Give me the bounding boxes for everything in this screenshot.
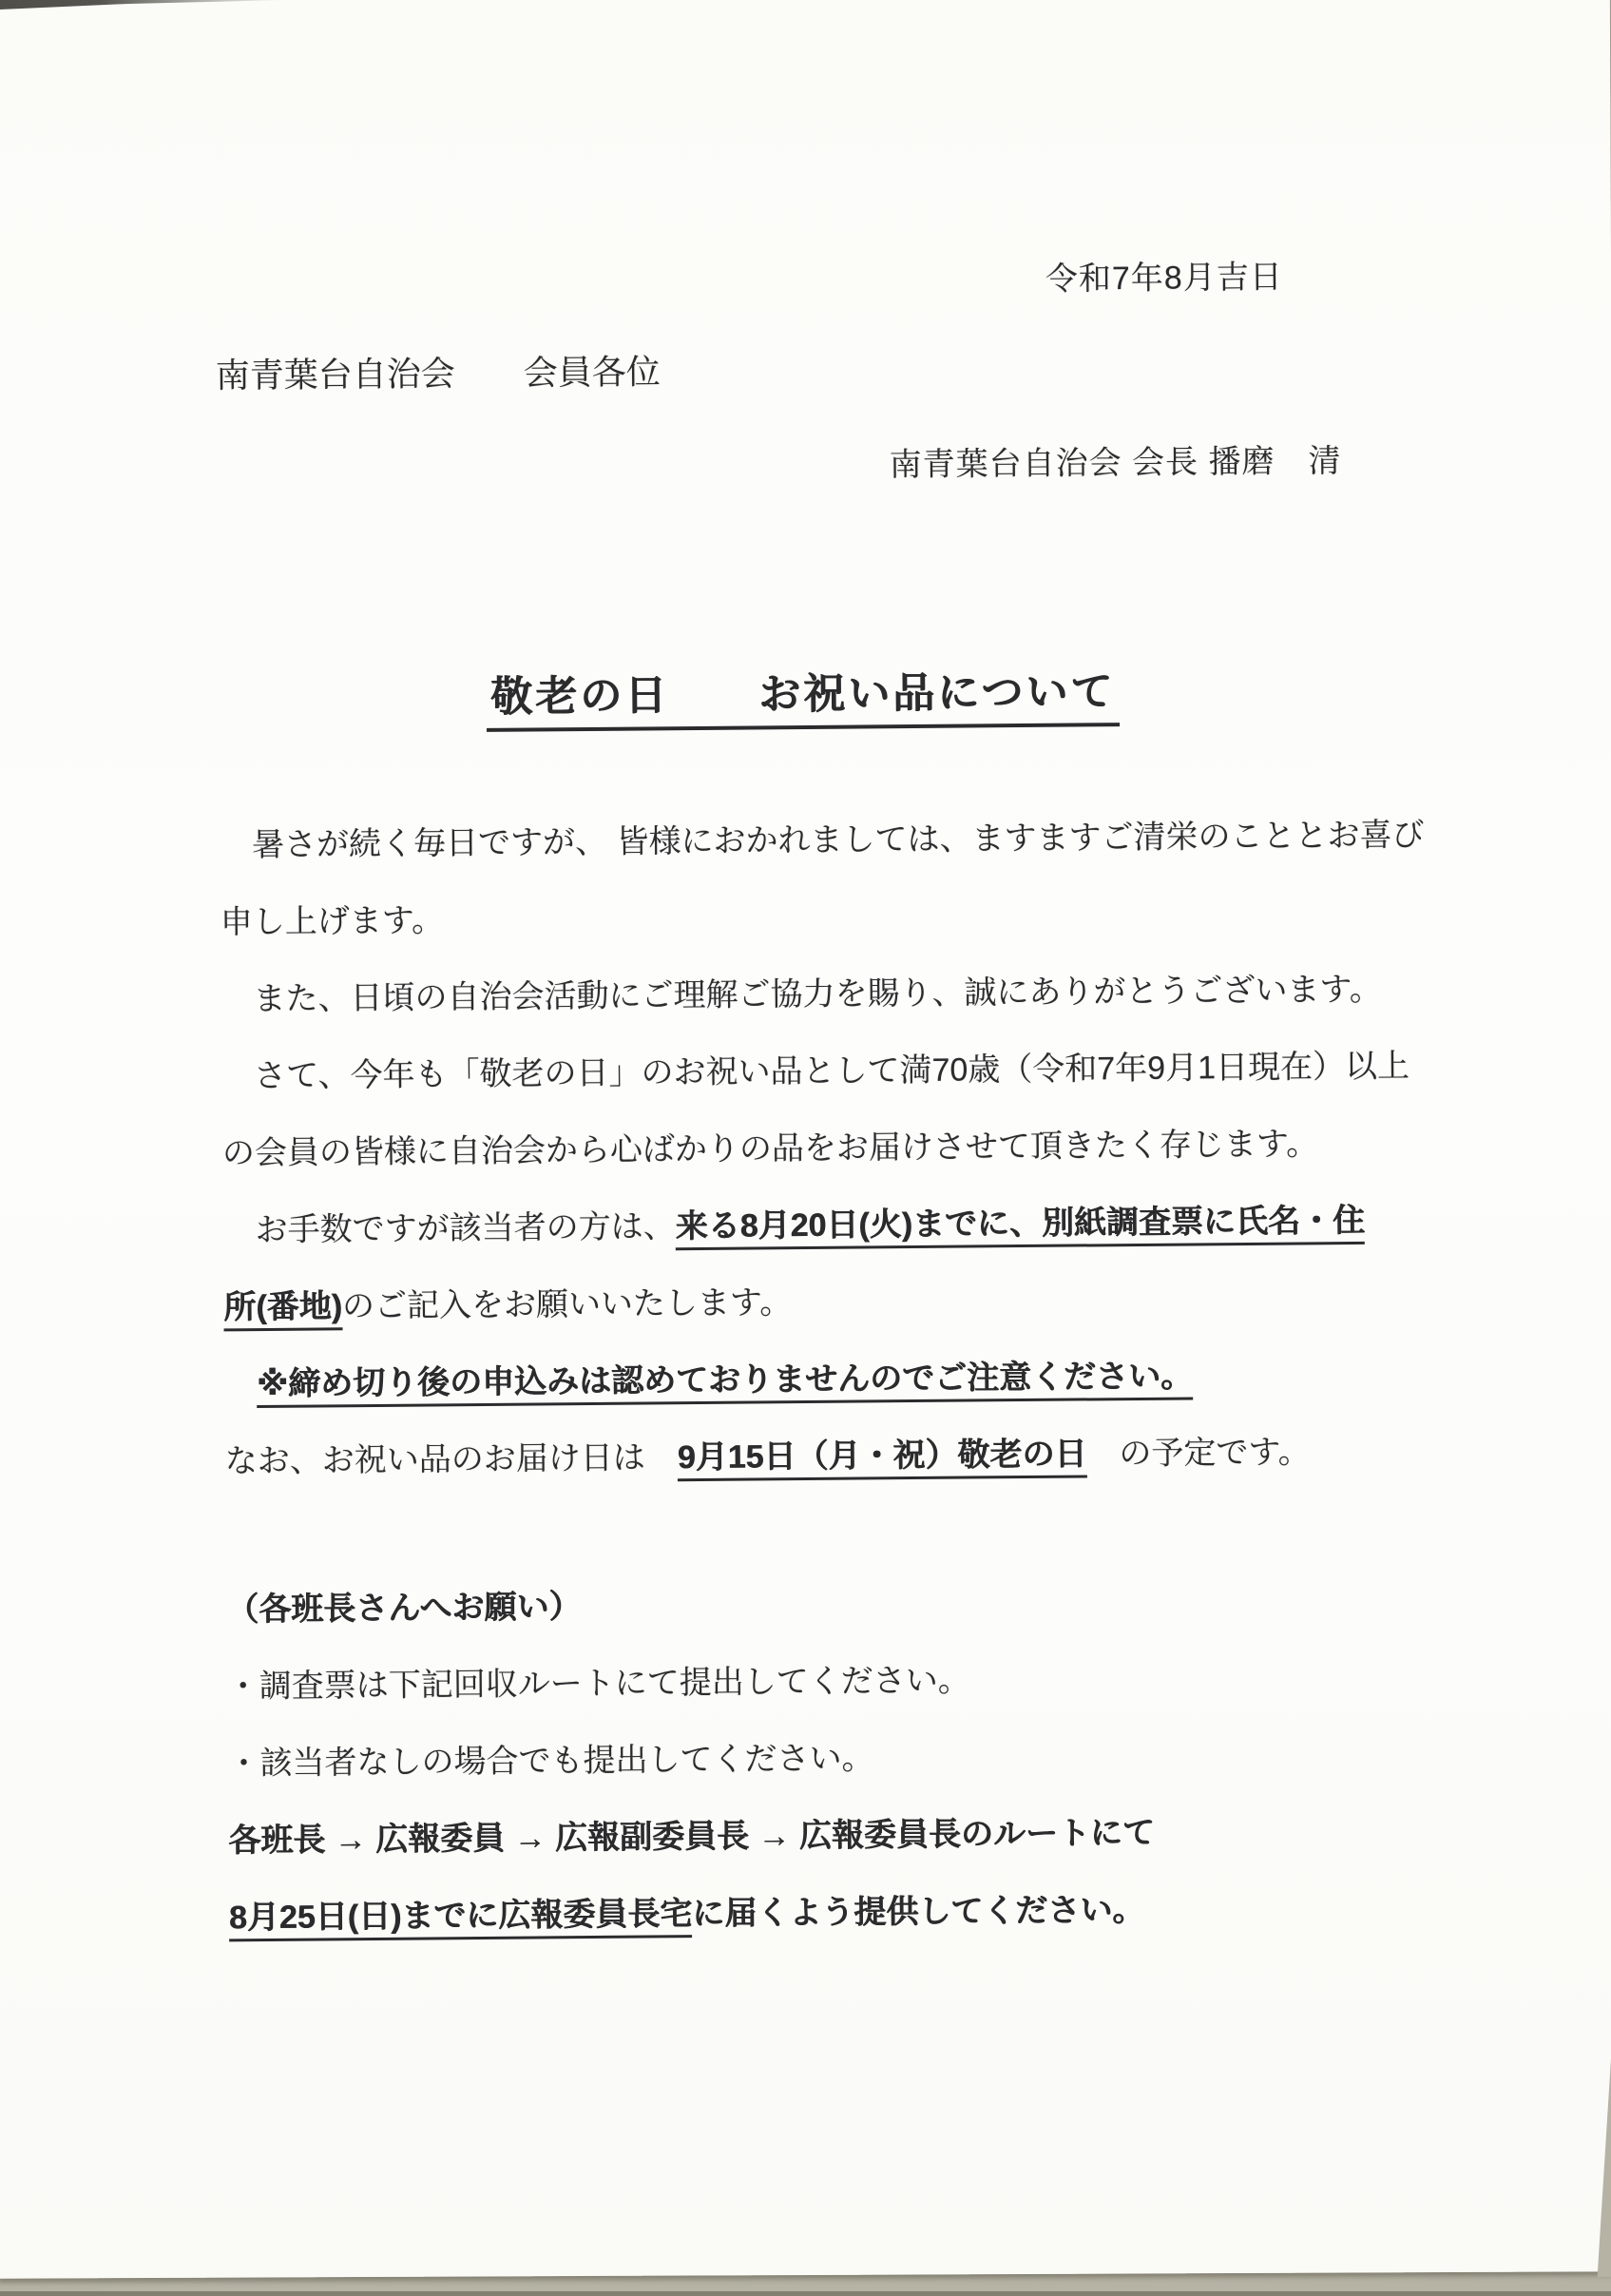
body-line	[226, 1561, 1463, 1649]
text-segment	[224, 1366, 257, 1402]
letter-title	[218, 655, 1388, 726]
text-segment: のご記入をお願いいたします。	[341, 1284, 793, 1325]
text-segment: 来る8月20日(火)までに、別紙調査票に氏名・住	[675, 1203, 1365, 1250]
text-segment: の会員の皆様に自治会から心ばかりの品をお届けさせて頂きたく存じます。	[221, 1126, 1319, 1172]
text-segment: （各班長さんへお願い）	[225, 1589, 582, 1629]
text-segment: 申し上げます。	[220, 902, 445, 941]
text-segment: 各班長 → 広報委員 → 広報副委員長 → 広報委員長のルートにて	[228, 1814, 1156, 1860]
text-segment: 所(番地)	[223, 1288, 342, 1331]
body-line	[224, 1336, 1461, 1423]
text-segment: ・該当者なしの場合でも提出してください。	[227, 1740, 874, 1783]
text-segment: さて、今年も「敬老の日」のお祝い品として満70歳（令和7年9月1日現在）以上	[221, 1048, 1410, 1095]
text-segment: ・調査票は下記回収ルートにて提出してください。	[226, 1662, 970, 1706]
letter-date: 令和7年8月吉日	[1045, 259, 1283, 298]
body-line	[226, 1638, 1463, 1726]
body-line	[223, 1259, 1460, 1346]
body-line	[220, 797, 1456, 884]
text-segment: また、日頃の自治会活動にご理解ご協力を賜り、誠にありがとうございます。	[221, 971, 1382, 1018]
body-line	[228, 1792, 1465, 1880]
text-segment: に届くよう提供してください。	[692, 1891, 1145, 1933]
body-line	[221, 1028, 1458, 1115]
letter-body	[220, 797, 1466, 1957]
letter-addressee: 南青葉台自治会 会員各位	[215, 352, 661, 396]
text-segment: の予定です。	[1086, 1434, 1311, 1473]
body-line	[222, 1105, 1459, 1192]
body-line	[221, 951, 1457, 1038]
text-segment: 暑さが続く毎日ですが、 皆様におかれましては、ますますご清栄のこととお喜び	[219, 817, 1425, 864]
text-segment: ※締め切り後の申込みは認めておりませんのでご注意ください。	[257, 1358, 1193, 1408]
letter-title-text: 敬老の日 お祝い品について	[487, 668, 1120, 732]
text-segment: お手数ですが該当者の方は、	[222, 1208, 676, 1249]
text-segment: 9月15日（月・祝）敬老の日	[678, 1436, 1087, 1481]
body-line	[227, 1715, 1464, 1803]
text-segment: なお、お祝い品のお届け日は	[224, 1439, 678, 1480]
body-line	[222, 1182, 1459, 1269]
letter-sender: 南青葉台自治会 会長 播磨 清	[889, 443, 1342, 484]
body-line	[229, 1869, 1466, 1957]
text-segment: 8月25日(日)までに広報委員長宅	[229, 1896, 693, 1941]
body-line	[220, 874, 1456, 961]
body-line	[224, 1413, 1461, 1500]
